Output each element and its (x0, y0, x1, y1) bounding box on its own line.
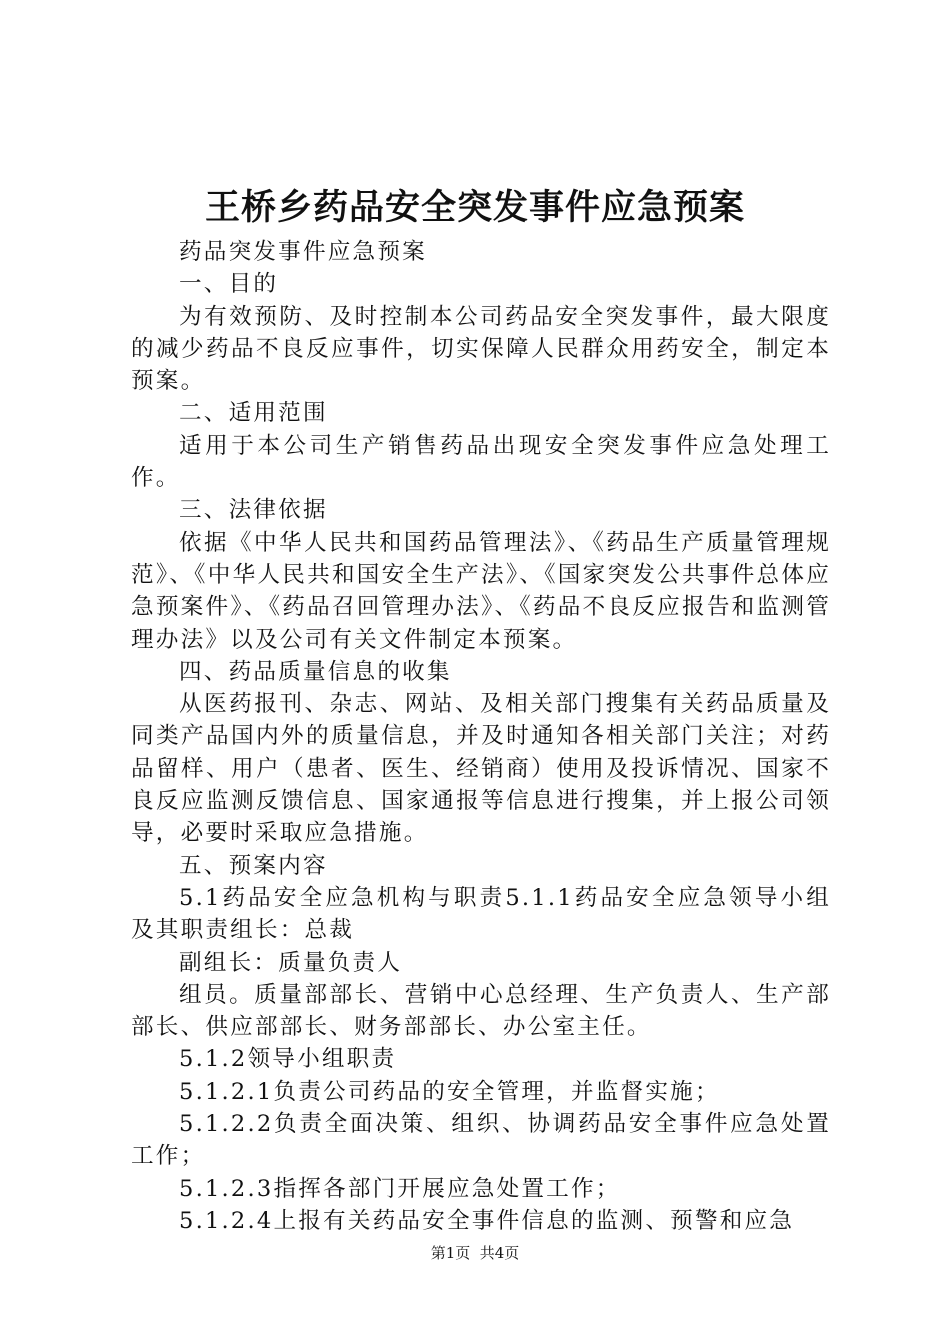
paragraph-duty-1: 5.1.2.1负责公司药品的安全管理，并监督实施； (179, 1078, 720, 1105)
heading-plan-content: 五、预案内容 (179, 852, 328, 879)
paragraph-deputy-leader: 副组长：质量负责人 (179, 949, 403, 976)
page-footer (0, 1243, 950, 1263)
paragraph-organization: 5.1药品安全应急机构与职责5.1.1药品安全应急领导小组及其职责组长：总裁 (131, 884, 831, 944)
paragraph-duty-4: 5.1.2.4上报有关药品安全事件信息的监测、预警和应急 (179, 1207, 795, 1234)
heading-leadership-duties: 5.1.2领导小组职责 (179, 1046, 397, 1073)
document-body (131, 236, 831, 1237)
paragraph-members: 组员。质量部部长、营销中心总经理、生产负责人、生产部部长、供应部部长、财务部部长、办公室主任。 (131, 981, 831, 1041)
paragraph-duty-3: 5.1.2.3指挥各部门开展应急处置工作； (179, 1175, 621, 1202)
paragraph-purpose: 为有效预防、及时控制本公司药品安全突发事件，最大限度的减少药品不良反应事件，切实保障人民群众用药安全，制定本预案。 (131, 303, 831, 395)
heading-legal-basis: 三、法律依据 (179, 497, 328, 524)
paragraph-info-collection: 从医药报刊、杂志、网站、及相关部门搜集有关药品质量及同类产品国内外的质量信息，并及时通知各相关部门关注；对药品留样、用户（患者、医生、经销商）使用及投诉情况、国家不良反应监测反馈信息、国家通报等信息进行搜集，并上报公司领导，必要时采取应急措施。 (131, 691, 831, 847)
paragraph-scope: 适用于本公司生产销售药品出现安全突发事件应急处理工作。 (131, 432, 831, 492)
paragraph-legal-basis: 依据《中华人民共和国药品管理法》、《药品生产质量管理规范》、《中华人民共和国安全生产法》、《国家突发公共事件总体应急预案件》、《药品召回管理办法》、《药品不良反应报告和监测管理办法》以及公司有关文件制定本预案。 (131, 529, 831, 653)
heading-purpose: 一、目的 (179, 271, 279, 298)
heading-info-collection: 四、药品质量信息的收集 (179, 658, 452, 685)
document-title: 王桥乡药品安全突发事件应急预案 (204, 187, 745, 228)
paragraph-duty-2: 5.1.2.2负责全面决策、组织、协调药品安全事件应急处置工作； (131, 1111, 831, 1170)
paragraph-subtitle: 药品突发事件应急预案 (179, 239, 427, 265)
heading-scope: 二、适用范围 (179, 400, 328, 427)
page-number-label: 第1页 共4页 (430, 1244, 520, 1262)
